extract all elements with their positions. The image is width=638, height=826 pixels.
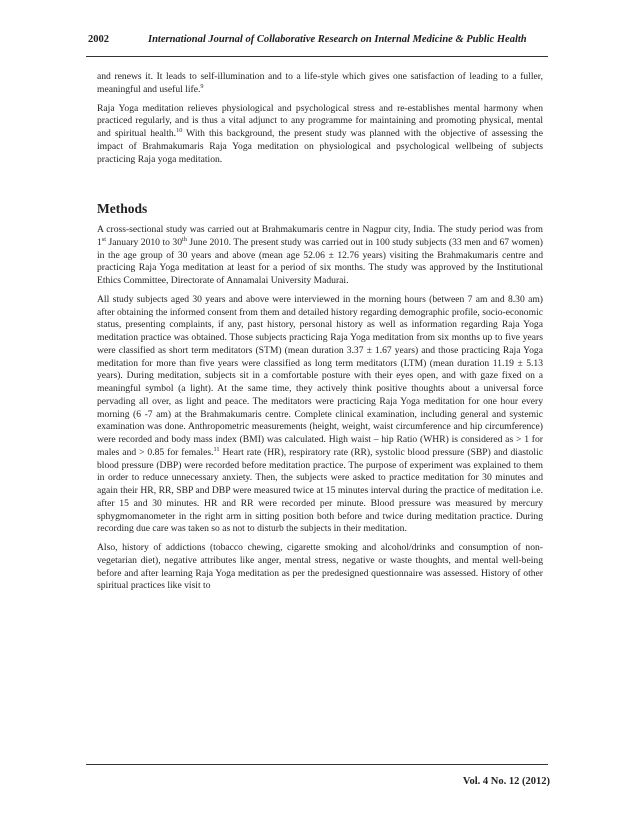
citation-ref: 10 [176, 127, 183, 134]
volume-info: Vol. 4 No. 12 (2012) [462, 776, 550, 787]
footer-divider [86, 764, 548, 765]
article-body [97, 71, 543, 599]
running-header [88, 34, 548, 50]
paragraph: All study subjects aged 30 years and above were interviewed in the morning hours (between 7 am and 8.30 am) after obtaining the informed consent from them and detailed history regarding demographic profile, socio-economic status, presenting complaints, if any, past history, personal history as well as information regarding Raja Yoga meditation practice was obtained. Those subjects practicing Raja Yoga meditation from six months up to five years were classified as short term meditators (STM) (mean duration 3.37 ± 1.67 years) and those practicing Raja Yoga meditation for more than five years were classified as long term meditators (LTM) (mean duration 11.19 ± 5.13 years). During meditation, subjects sit in a comfortable posture with their eyes open, and with gaze fixed on a meaningful symbol (a light). At the same time, they actively think positive thoughts about a universal force pervading all over, as light and peace. The meditators were practicing Raja Yoga meditation for one hour every morning (6 -7 am) at the Brahmakumaris centre. Complete clinical examination, including general and systemic examination was done. Anthropometric measurements (height, weight, waist circumference and hip circumference) were recorded and body mass index (BMI) was calculated. High waist – hip Ratio (WHR) is considered as > 1 for males and > 0.85 for females.$^{11}$ Heart rate (HR), respiratory rate (RR), systolic blood pressure (SBP) and diastolic blood pressure (DBP) were recorded before meditation practice. The purpose of experiment was explained to them in order to reduce unnecessary anxiety. Then, the subjects were asked to practice meditation for 30 minutes and again their HR, RR, SBP and DBP were measured twice at 15 minutes interval during the practice of meditation i.e. after 15 and 30 minutes. HR and RR were recorded per minute. Blood pressure was measured by mercury sphygmomanometer in the right arm in sitting position both before and twice during meditation practice. During recording due care was taken so as not to disturb the subjects in their meditation. [97, 293, 543, 535]
paragraph: Also, history of addictions (tobacco chewing, cigarette smoking and alcohol/drinks and consumption of non-vegetarian diet), negative attributes like anger, mental stress, negative or waste thoughts, and mental well-being before and after learning Raja Yoga meditation as per the predesigned questionnaire was assessed. History of other spiritual practices like visit to [97, 542, 543, 592]
paragraph: A cross-sectional study was carried out at Brahmakumaris centre in Nagpur city, India. The study period was from 1st January 2010 to 30th June 2010. The present study was carried out in 100 study subjects (33 men and 67 women) in the age group of 30 years and above (mean age 52.06 ± 12.76 years) visiting the Brahmakumaris centre and practicing Raja Yoga meditation at least for a period of six months. The study was approved by the Institutional Ethics Committee, Directorate of Annamalai University Madurai. [97, 224, 543, 287]
header-divider [86, 56, 548, 57]
section-heading-methods: Methods [97, 201, 148, 217]
journal-title: International Journal of Collaborative Research on Internal Medicine & Public Health [148, 34, 527, 45]
citation-ref: 11 [213, 445, 220, 453]
citation-ref: 9 [200, 82, 204, 90]
paragraph: and renews it. It leads to self-illumination and to a life-style which gives one satisfaction of leading to a fuller, meaningful and useful life.$^9$ [97, 71, 543, 95]
paragraph: Raja Yoga meditation relieves physiological and psychological stress and re-establishes mental harmony when practiced regularly, and is thus a vital adjunct to any programme for maintaining and promoting physical, mental and spiritual health.$^{10}$ With this background, the present study was planned with the objective of assessing the impact of Brahmakumaris Raja Yoga meditation on physiological and psychological wellbeing of subjects practicing Raja yoga meditation. [97, 102, 543, 165]
page-number: 2002 [88, 34, 109, 45]
